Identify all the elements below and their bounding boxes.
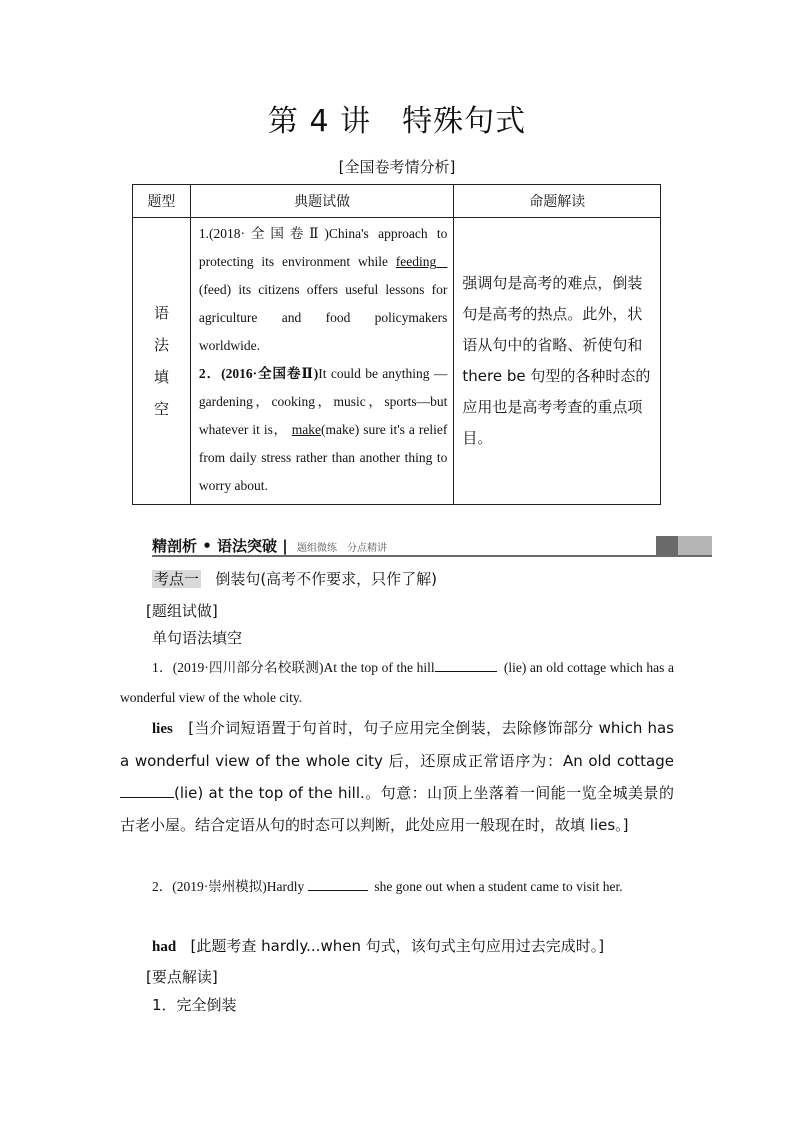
example1-answer: feeding xyxy=(395,254,437,269)
q1-blank xyxy=(435,657,497,672)
example2-source: 2．(2016·全国卷Ⅱ) xyxy=(198,366,319,381)
q2-text-a: Hardly xyxy=(266,879,305,894)
analysis-cell: 强调句是高考的难点，倒装句是高考的热点。此外，状语从句中的省略、祈使句和 there be 句型的各种时态的应用也是高考考查的重点项目。 xyxy=(454,218,661,505)
q1-text-a: At the top of the hill xyxy=(323,660,435,675)
section-bar-title: 精剖析 • 语法突破 xyxy=(152,537,278,555)
q2-answer: had xyxy=(152,939,177,955)
q2-source: 2．(2019·崇州模拟) xyxy=(152,879,267,894)
header-analysis: 命题解读 xyxy=(454,185,661,218)
q2-text-b: she gone out when a student came to visit her. xyxy=(374,879,623,894)
page-title: 第 4 讲 特殊句式 xyxy=(267,104,527,139)
section-bar-divider: | xyxy=(282,537,288,555)
section-bar-sub: 题组微练 分点精讲 xyxy=(297,543,387,554)
q1-text-b: (lie) an old cottage which has a wonderful view of the whole city. xyxy=(120,660,675,705)
type-char: 空 xyxy=(153,400,169,418)
point-heading xyxy=(152,568,437,589)
q2-expl: [此题考查 hardly...when 句式，该句式主句应用过去完成时。] xyxy=(190,937,605,955)
q1-expl-b: (lie) at the top of the hill.。句意：山顶上坐落着一间能一览全城美景的古老小屋。结合定语从句的时态可以判断，此处应用一般现在时，故填 lies。] xyxy=(120,784,674,834)
analysis-table xyxy=(132,184,661,505)
answer-1 xyxy=(120,712,674,841)
header-type: 题型 xyxy=(133,185,191,218)
section-subtitle: [全国卷考情分析] xyxy=(338,158,456,176)
question-1 xyxy=(120,653,674,713)
bar-block-dark xyxy=(656,536,678,556)
table-header-row xyxy=(133,185,661,218)
point-tag: 考点一 xyxy=(154,570,200,588)
type-char: 语 xyxy=(153,304,169,322)
q1-source: 1．(2019·四川部分名校联测) xyxy=(152,660,324,675)
q2-blank xyxy=(308,876,368,891)
bar-underline xyxy=(152,555,712,557)
question-2 xyxy=(120,872,674,902)
q1-expl-a: [当介词短语置于句首时，句子应用完全倒装，去除修饰部分 which has a wonderful view of the whole city 后，还原成正常语序为：An old cottage xyxy=(120,719,674,770)
question-type-cell xyxy=(133,218,191,505)
example2-text-a: It could be anything —gardening，cooking，music，sports—but whatever it is， xyxy=(198,366,448,437)
type-char: 法 xyxy=(153,336,169,354)
explain-label: [要点解读] xyxy=(146,968,218,986)
example2-text-b: (make) sure it's a relief from daily stress rather than another thing to worry about. xyxy=(198,422,448,493)
example1-source: 1.(2018·全国卷Ⅱ) xyxy=(198,226,329,241)
type-char: 填 xyxy=(153,368,169,386)
q1-expl-blank xyxy=(120,783,174,798)
practice-type: 单句语法填空 xyxy=(152,629,243,647)
example1-text-b: (feed) its citizens offers useful lessons for agriculture and food policymakers worldwide. xyxy=(198,282,448,353)
example2-answer: make xyxy=(291,422,321,437)
table-row xyxy=(133,218,661,505)
point-title: 倒装句(高考不作要求，只作了解) xyxy=(215,570,438,588)
explain-item: 1．完全倒装 xyxy=(152,996,237,1014)
header-example: 典题试做 xyxy=(190,185,454,218)
answer-2 xyxy=(120,930,674,963)
section-bar xyxy=(152,536,712,556)
q1-answer: lies xyxy=(152,721,173,737)
practice-label: [题组试做] xyxy=(146,602,218,620)
bar-block-light xyxy=(678,536,712,556)
example1-text-a: China's approach to protecting its environment while xyxy=(198,226,448,269)
example-cell xyxy=(190,218,454,505)
